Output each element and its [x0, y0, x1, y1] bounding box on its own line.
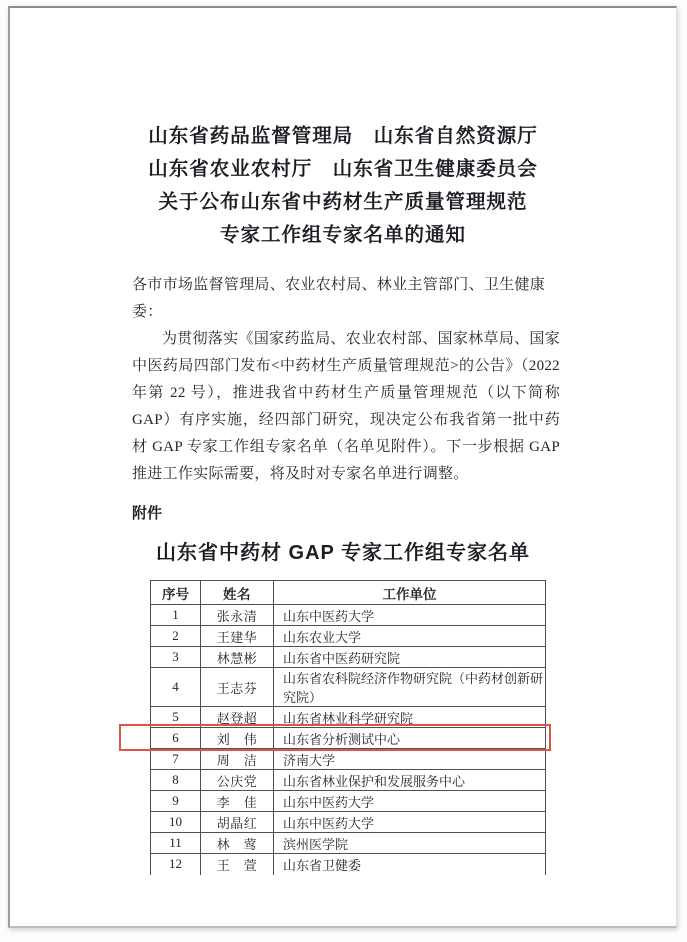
cell-no: 11 — [151, 833, 201, 854]
header-row — [151, 581, 546, 605]
cell-no: 12 — [151, 854, 201, 875]
expert-table-body — [151, 605, 546, 875]
table-row — [151, 749, 546, 770]
cell-unit: 济南大学 — [274, 749, 546, 770]
cell-no: 3 — [151, 647, 201, 668]
cell-name: 林 莺 — [201, 833, 274, 854]
table-row — [151, 728, 546, 749]
cell-no: 9 — [151, 791, 201, 812]
expert-table-container — [150, 580, 546, 875]
header-cell-unit: 工作单位 — [274, 581, 546, 605]
cell-name: 林慧彬 — [201, 647, 274, 668]
cell-name: 周 洁 — [201, 749, 274, 770]
cell-no: 10 — [151, 812, 201, 833]
cell-unit: 山东省中医药研究院 — [274, 647, 546, 668]
cell-unit: 滨州医学院 — [274, 833, 546, 854]
cell-no: 4 — [151, 668, 201, 707]
table-row — [151, 626, 546, 647]
cell-unit: 山东省卫健委 — [274, 854, 546, 875]
cell-unit: 山东省林业保护和发展服务中心 — [274, 770, 546, 791]
cell-no: 6 — [151, 728, 201, 749]
table-row — [151, 605, 546, 626]
cell-no: 2 — [151, 626, 201, 647]
notice-paragraph: 为贯彻落实《国家药监局、农业农村部、国家林草局、国家中医药局四部门发布<中药材生产质量管理规范>的公告》（2022 年第 22 号），推进我省中药材生产质量管理规范（以下简称 GAP）有序实施，经四部门研究，现决定公布我省第一批中药材 GAP 专家工作组专家名单（名单见附件）。下一步根据 GAP 推进工作实际需要，将及时对专家名单进行调整。 — [132, 331, 560, 482]
table-row — [151, 707, 546, 728]
cell-name: 王建华 — [201, 626, 274, 647]
document-title — [10, 120, 676, 252]
cell-name: 公庆党 — [201, 770, 274, 791]
title-line-4: 专家工作组专家名单的通知 — [219, 224, 466, 246]
table-row — [151, 770, 546, 791]
cell-unit: 山东中医药大学 — [274, 791, 546, 812]
cell-unit: 山东省农科院经济作物研究院（中药材创新研究院） — [274, 668, 546, 707]
cell-unit: 山东中医药大学 — [274, 812, 546, 833]
document-page — [8, 6, 677, 928]
cell-name: 王 萱 — [201, 854, 274, 875]
cell-unit: 山东省分析测试中心 — [274, 728, 546, 749]
cell-name: 赵登超 — [201, 707, 274, 728]
cell-unit: 山东农业大学 — [274, 626, 546, 647]
cell-name: 刘 伟 — [201, 728, 274, 749]
cell-name: 胡晶红 — [201, 812, 274, 833]
expert-table-head — [151, 581, 546, 605]
salutation: 各市市场监督管理局、农业农村局、林业主管部门、卫生健康委： — [132, 277, 546, 320]
cell-unit: 山东中医药大学 — [274, 605, 546, 626]
table-row — [151, 647, 546, 668]
cell-unit: 山东省林业科学研究院 — [274, 707, 546, 728]
expert-list-title: 山东省中药材 GAP 专家工作组专家名单 — [155, 542, 531, 564]
cell-name: 李 佳 — [201, 791, 274, 812]
cell-name: 张永清 — [201, 605, 274, 626]
table-row — [151, 668, 546, 707]
cell-no: 1 — [151, 605, 201, 626]
title-line-1: 山东省药品监督管理局 山东省自然资源厅 — [148, 125, 538, 147]
cell-no: 7 — [151, 749, 201, 770]
cell-name: 王志芬 — [201, 668, 274, 707]
cell-no: 8 — [151, 770, 201, 791]
title-line-2: 山东省农业农村厅 山东省卫生健康委员会 — [148, 158, 538, 180]
header-cell-name: 姓名 — [201, 581, 274, 605]
table-row — [151, 812, 546, 833]
cell-no: 5 — [151, 707, 201, 728]
body-text — [132, 272, 560, 488]
attachment-label: 附件 — [132, 505, 163, 522]
header-cell-no: 序号 — [151, 581, 201, 605]
table-row — [151, 833, 546, 854]
title-line-3: 关于公布山东省中药材生产质量管理规范 — [158, 191, 528, 213]
expert-table — [150, 580, 546, 875]
table-row — [151, 854, 546, 875]
table-row — [151, 791, 546, 812]
